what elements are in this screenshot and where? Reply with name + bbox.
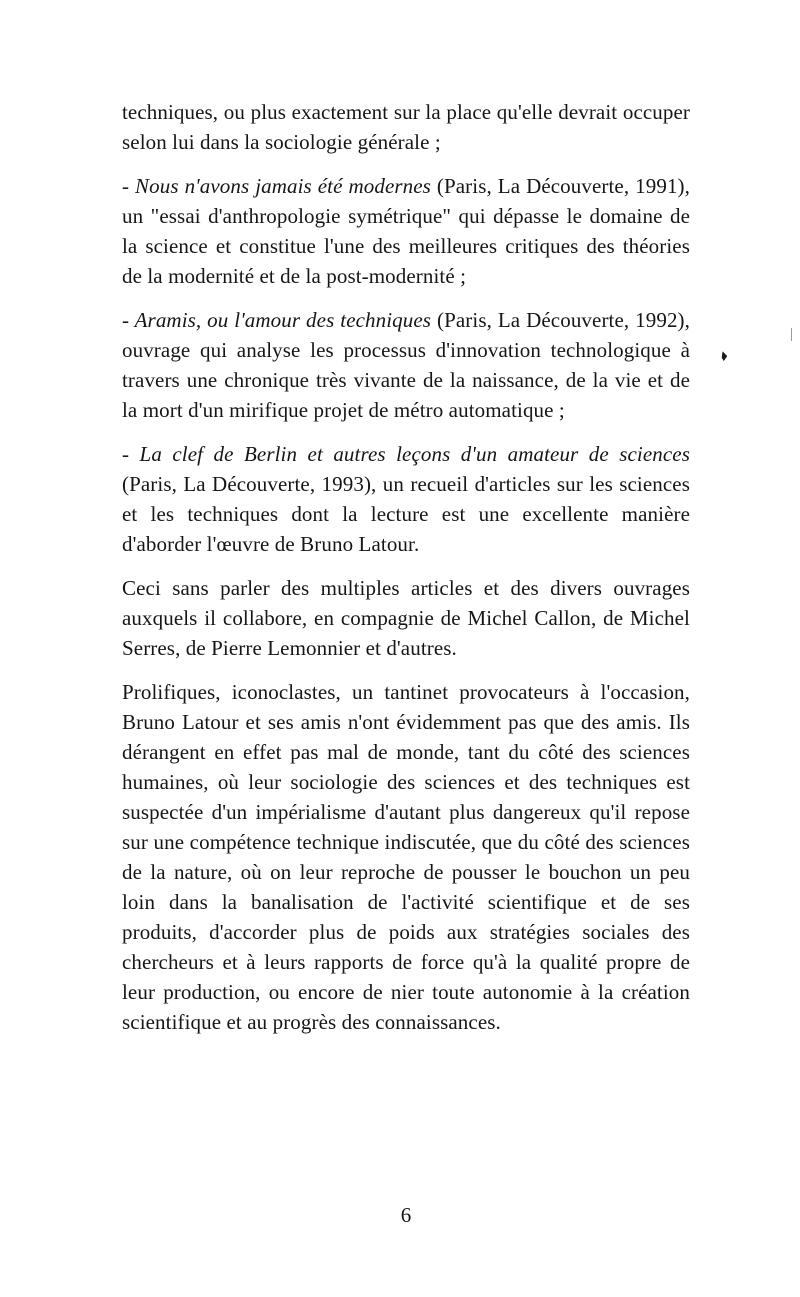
scan-edge-artifact	[791, 328, 792, 341]
scan-speck-artifact	[720, 351, 728, 361]
book-entry-modernes	[122, 171, 690, 291]
paragraph-collaborations: Ceci sans parler des multiples articles et des divers ouvrages auxquels il collabore, en compagnie de Michel Callon, de Michel Serres, de Pierre Lemonnier et d'autres.	[122, 576, 690, 660]
paragraph-continuation: techniques, ou plus exactement sur la place qu'elle devrait occuper selon lui dans la sociologie générale ;	[122, 100, 690, 154]
page-number: 6	[400, 1203, 412, 1227]
book-title-italic: - La clef de Berlin et autres leçons d'un amateur de sciences	[122, 442, 690, 466]
book-entry-aramis	[122, 305, 690, 425]
book-title-italic: - Aramis, ou l'amour des techniques	[122, 308, 432, 332]
book-title-italic: - Nous n'avons jamais été modernes	[122, 174, 431, 198]
book-entry-description: (Paris, La Découverte, 1991), un "essai d'anthropologie symétrique" qui dépasse le domaine de la science et constitue l'une des meilleures critiques des théories de la modernité et de la post-modernité ;	[122, 174, 690, 288]
paragraph-critiques: Prolifiques, iconoclastes, un tantinet provocateurs à l'occasion, Bruno Latour et ses amis n'ont évidemment pas que des amis. Ils dérangent en effet pas mal de monde, tant du côté des sciences humaines, où leur sociologie des sciences et des techniques est suspectée d'un impérialisme d'autant plus dangereux qu'il repose sur une compétence technique indiscutée, que du côté des sciences de la nature, où on leur reproche de pousser le bouchon un peu loin dans la banalisation de l'activité scientifique et de ses produits, d'accorder plus de poids aux stratégies sociales des chercheurs et à leurs rapports de force qu'à la qualité propre de leur production, ou encore de nier toute autonomie à la création scientifique et au progrès des connaissances.	[122, 680, 690, 1034]
book-entry-description: (Paris, La Découverte, 1992), ouvrage qui analyse les processus d'innovation technologique à travers une chronique très vivante de la naissance, de la vie et de la mort d'un mirifique projet de métro automatique ;	[122, 308, 690, 422]
book-entry-clef-de-berlin	[122, 439, 690, 559]
page-text-column	[122, 97, 690, 1037]
page-footer	[122, 1203, 690, 1228]
book-entry-description: (Paris, La Découverte, 1993), un recueil d'articles sur les sciences et les techniques dont la lecture est une excellente manière d'aborder l'œuvre de Bruno Latour.	[122, 472, 690, 556]
